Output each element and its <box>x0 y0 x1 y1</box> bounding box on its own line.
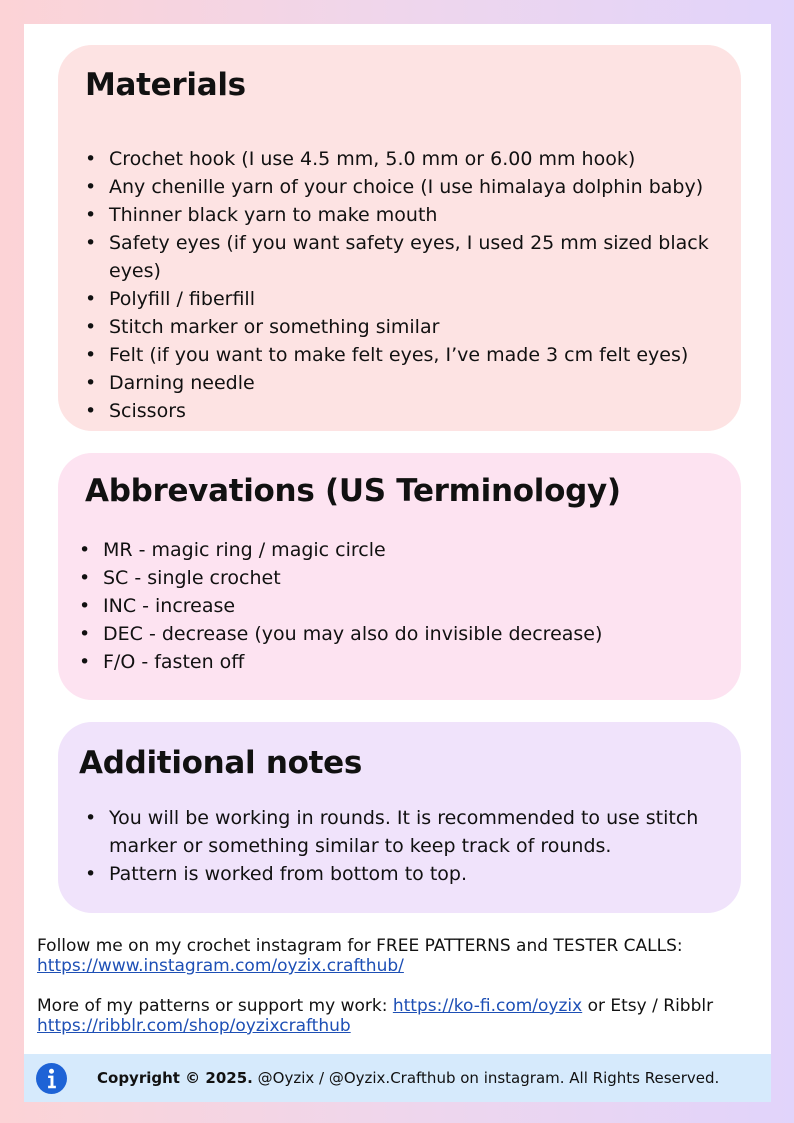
list-item: • Thinner black yarn to make mouth <box>85 201 725 229</box>
list-item: • Pattern is worked from bottom to top. <box>85 860 725 888</box>
copyright-bar <box>24 1054 771 1102</box>
abbreviations-list <box>79 536 719 676</box>
notes-heading: Additional notes <box>79 745 363 781</box>
abbreviations-heading: Abbrevations (US Terminology) <box>85 473 621 509</box>
list-item: • Felt (if you want to make felt eyes, I’ve made 3 cm felt eyes) <box>85 341 725 369</box>
pattern-page <box>24 24 771 1102</box>
list-item: • Any chenille yarn of your choice (I use himalaya dolphin baby) <box>85 173 725 201</box>
support-text: More of my patterns or support my work: <box>37 996 388 1016</box>
follow-text: Follow me on my crochet instagram for FREE PATTERNS and TESTER CALLS: <box>37 936 683 956</box>
materials-card <box>58 45 741 431</box>
copyright-text <box>97 1069 719 1087</box>
list-item: • INC - increase <box>79 592 719 620</box>
list-item: • DEC - decrease (you may also do invisible decrease) <box>79 620 719 648</box>
copyright-rest: @Oyzix / @Oyzix.Crafthub on instagram. All Rights Reserved. <box>257 1069 720 1087</box>
list-item: • Stitch marker or something similar <box>85 313 725 341</box>
materials-list <box>85 145 725 425</box>
list-item: • Polyfill / fiberfill <box>85 285 725 313</box>
list-item: • SC - single crochet <box>79 564 719 592</box>
instagram-link[interactable]: https://www.instagram.com/oyzix.crafthub/ <box>37 956 404 976</box>
list-item: • You will be working in rounds. It is recommended to use stitch marker or something similar to keep track of rounds. <box>85 804 725 860</box>
notes-list <box>85 804 725 888</box>
ribblr-link[interactable]: https://ribblr.com/shop/oyzixcrafthub <box>37 1016 351 1036</box>
list-item: • Scissors <box>85 397 725 425</box>
materials-heading: Materials <box>85 67 246 103</box>
list-item: • Darning needle <box>85 369 725 397</box>
support-line <box>37 996 762 1016</box>
list-item: • MR - magic ring / magic circle <box>79 536 719 564</box>
list-item: • F/O - fasten off <box>79 648 719 676</box>
copyright-label: Copyright © 2025. <box>97 1069 253 1087</box>
kofi-link[interactable]: https://ko-fi.com/oyzix <box>392 996 583 1016</box>
additional-notes-card <box>58 722 741 913</box>
instagram-follow-block <box>37 936 762 976</box>
support-block <box>37 996 762 1036</box>
info-icon <box>36 1063 67 1094</box>
list-item: • Safety eyes (if you want safety eyes, I used 25 mm sized black eyes) <box>85 229 725 285</box>
etsy-ribblr-text: or Etsy / Ribblr <box>587 996 714 1016</box>
abbreviations-card <box>58 453 741 700</box>
list-item: • Crochet hook (I use 4.5 mm, 5.0 mm or 6.00 mm hook) <box>85 145 725 173</box>
